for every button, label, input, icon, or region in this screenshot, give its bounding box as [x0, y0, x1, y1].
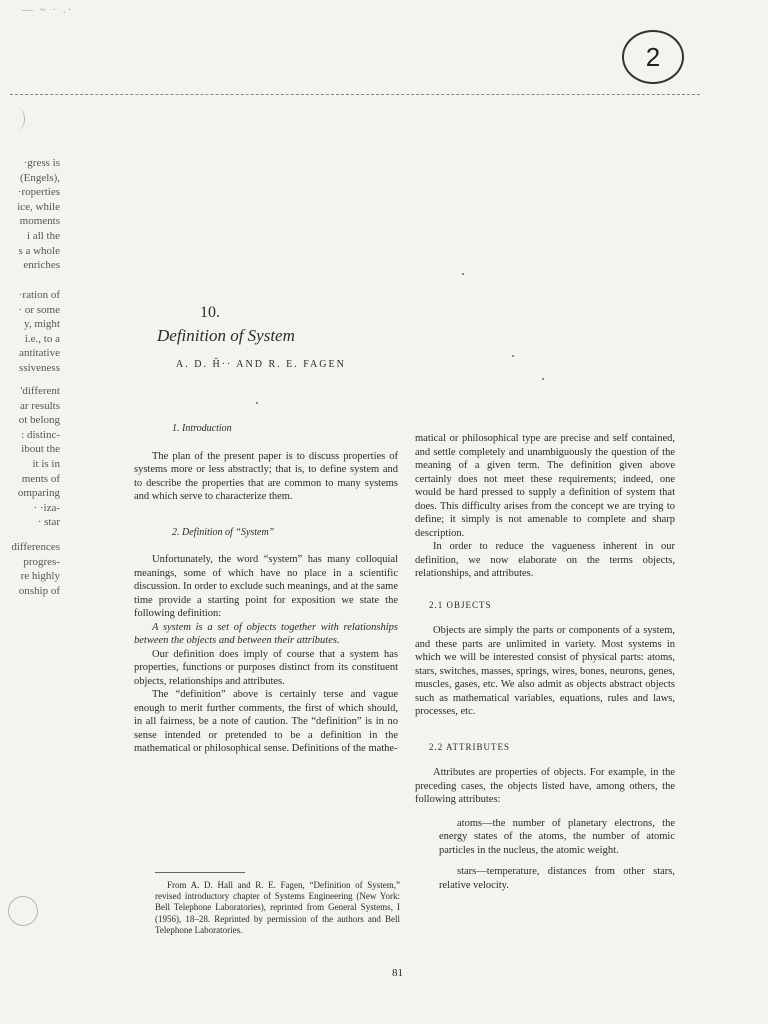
fragment-line: differences — [11, 541, 60, 553]
fragment-line: i all the — [27, 229, 60, 242]
fragment-line: · star — [37, 516, 60, 529]
scan-speck — [462, 273, 464, 275]
fragment-line: it is in — [32, 457, 60, 470]
scan-edge-line — [10, 94, 700, 96]
scan-speck — [542, 378, 544, 380]
footnote-rule — [155, 872, 245, 873]
attributes-paragraph: Attributes are properties of objects. For example, in the preceding cases, the objects listed have, among others, the following attributes: — [415, 767, 675, 805]
circled-page-mark — [622, 30, 684, 84]
adjacent-page-fragments-b — [0, 288, 60, 376]
attribute-stars: stars—temperature, distances from other stars, relative velocity. — [439, 866, 675, 891]
definition-paragraph-2: Our definition does imply of course that a system has properties, functions or purposes distinct from its constituent objects, relationships and attributes. — [134, 648, 398, 687]
fragment-line: s a whole — [18, 244, 60, 257]
fragment-line: enriches — [23, 259, 60, 272]
fragment-line: : distinc- — [21, 428, 60, 441]
fragment-line: omparing — [17, 487, 60, 500]
fragment-line: (Engels), — [19, 171, 60, 184]
left-text-column — [134, 422, 398, 756]
adjacent-page-fragments-c — [0, 384, 60, 530]
page-number: 81 — [392, 967, 403, 979]
fragment-line: i.e., to a — [24, 332, 60, 345]
fragment-line: ments of — [21, 472, 60, 485]
fragment-line: progres- — [23, 555, 60, 568]
fragment-line: ar results — [19, 399, 60, 412]
definition-quote: A system is a set of objects together with relationships between the objects and between their attributes. — [134, 621, 398, 646]
section-heading-introduction: 1. Introduction — [172, 423, 232, 434]
fragment-line: ·gress is — [23, 157, 60, 169]
fragment-line: ·ration of — [18, 289, 60, 301]
right-text-column — [415, 432, 675, 892]
fragment-line: · or some — [18, 303, 60, 316]
fragment-line: y, might — [24, 318, 60, 331]
scan-speck — [256, 402, 258, 404]
circled-number: 2 — [645, 41, 661, 72]
elaboration-paragraph: In order to reduce the vagueness inherent in our definition, we now elaborate on the terms objects, relationships, and attributes. — [415, 541, 675, 579]
punch-hole-bottom — [8, 896, 38, 926]
adjacent-page-fragments-d — [0, 540, 60, 598]
fragment-line: moments — [19, 215, 60, 228]
chapter-authors: A. D. H̆·· AND R. E. FAGEN — [176, 359, 346, 370]
attribute-atoms: atoms—the number of planetary electrons, the energy states of the atoms, the number of atomic particles in the nucleus, the atomic weight. — [439, 817, 675, 856]
fragment-line: ot belong — [18, 414, 60, 427]
fragment-line: ice, while — [17, 200, 60, 213]
fragment-line: ibout the — [21, 443, 60, 456]
corner-scribble: — ~ · .· — [22, 4, 74, 16]
fragment-line: re highly — [20, 570, 60, 583]
objects-paragraph: Objects are simply the parts or components of a system, and these parts are unlimited in variety. Most systems in which we will be interested consist of physical parts: atoms, stars, switches, masses, springs, wires, bones, neurons, genes, muscles, gases, etc. We also admit as objects abstract objects such as mathematical variables, equations, rules and laws, processes, etc. — [415, 625, 675, 717]
fragment-line: 'different — [20, 385, 60, 397]
chapter-title: Definition of System — [157, 326, 295, 345]
adjacent-page-fragments-a — [0, 156, 60, 273]
punch-hole-top — [10, 108, 25, 130]
fragment-line: antitative — [19, 347, 60, 360]
subsection-heading-objects: 2.1 OBJECTS — [429, 599, 492, 610]
scan-speck — [512, 355, 514, 357]
subsection-heading-attributes: 2.2 ATTRIBUTES — [429, 741, 511, 752]
section-heading-definition: 2. Definition of “System” — [172, 526, 275, 538]
fragment-line: ·roperties — [17, 186, 60, 199]
intro-paragraph: The plan of the present paper is to discuss properties of systems more or less abstractly; that is, to define system and to describe the properties that are common to many systems and which serve to characterize them. — [134, 450, 398, 502]
fragment-line: · ·iza- — [33, 501, 60, 514]
definition-paragraph-3: The “definition” above is certainly terse and vague enough to merit further comments, the first of which should, in all fairness, be a note of caution. The “definition” is in no sense intended or pretended to be a definition in the mathematical or philosophical sense. Definitions of the mathe- — [134, 689, 398, 754]
fragment-line: ssiveness — [19, 361, 60, 374]
fragment-line: onship of — [18, 584, 60, 597]
continued-paragraph: matical or philosophical type are precise and self contained, and settle completely and unambiguously the question of the meaning of a given term. The definition given above certainly does not meet these requirements; indeed, one would be hard pressed to supply a definition of system that does. This difficulty arises from the concept we are trying to define; it simply is not amenable to complete and sharp description. — [415, 433, 675, 539]
chapter-number: 10. — [200, 304, 220, 321]
footnote-text: From A. D. Hall and R. E. Fagen, “Definition of System,” revised introductory chapter of Systems Engineering (New York: Bell Telephone Laboratories), reprinted from General Systems, I (1956), 18–28. Reprinted by permission of the authors and Bell Telephone Laboratories. — [155, 880, 400, 935]
footnote — [155, 880, 400, 936]
definition-paragraph-1: Unfortunately, the word “system” has many colloquial meanings, some of which have no place in a scientific discussion. In order to exclude such meanings, and at the same time provide a starting point for exposition we state the following definition: — [134, 554, 398, 619]
